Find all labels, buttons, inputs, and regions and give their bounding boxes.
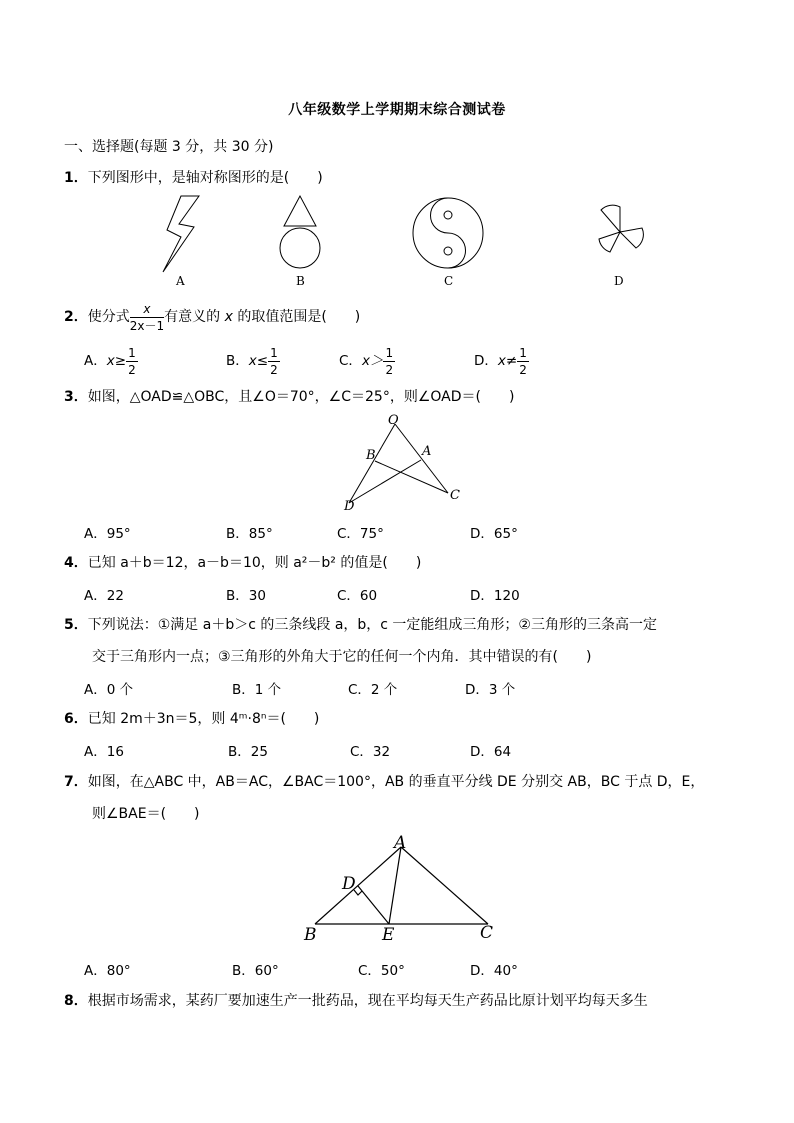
- point-label-c: C: [480, 923, 494, 943]
- question-7-line2: 则∠BAE＝( ): [92, 806, 200, 822]
- question-number: 6．: [64, 711, 88, 727]
- option-letter: C．: [339, 353, 362, 369]
- q4-option-b: B．30: [226, 588, 266, 604]
- question-text: 已知 a＋b＝12，a－b＝10，则 a²－b² 的值是( ): [87, 555, 422, 571]
- q4-option-c: C．60: [337, 588, 378, 604]
- fraction-denominator: 2: [385, 362, 394, 377]
- question-text-line1: 下列说法：①满足 a＋b＞c 的三条线段 a，b，c 一定能组成三角形；②三角形的三条高一定: [87, 617, 657, 633]
- question-text-line1: 如图，在△ABC 中，AB＝AC，∠BAC＝100°，AB 的垂直平分线 DE 分别交 AB，BC 于点 D，E，: [87, 774, 705, 790]
- pinwheel-figure: [599, 205, 643, 252]
- q3-figure: [335, 410, 470, 515]
- q6-option-a: A．16: [84, 744, 124, 760]
- question-text: 根据市场需求，某药厂要加速生产一批药品，现在平均每天生产药品比原计划平均每天多生: [87, 993, 648, 1009]
- option-relation: x≥: [106, 353, 127, 369]
- question-number: 3．: [64, 389, 88, 405]
- q7-figure: [298, 828, 508, 948]
- section-heading: 一、选择题(每题 3 分，共 30 分): [64, 139, 274, 155]
- lightning-bolt-figure: [163, 196, 199, 272]
- q4-option-d: D．120: [470, 588, 520, 604]
- option-fraction: [268, 347, 280, 376]
- fraction-numerator: 1: [519, 345, 527, 360]
- fraction: [130, 303, 164, 332]
- point-label-o: O: [388, 413, 399, 428]
- circle-figure: [280, 228, 320, 268]
- option-letter: B．: [226, 353, 249, 369]
- question-text-tail: 的取值范围是( ): [237, 309, 361, 325]
- point-label-c: C: [450, 488, 460, 503]
- question-8: [64, 990, 648, 1010]
- q2-option-d: [474, 344, 529, 378]
- page-title: 八年级数学上学期期末综合测试卷: [288, 102, 506, 118]
- point-label-d: D: [342, 874, 356, 894]
- q7-option-c: C．50°: [358, 963, 405, 979]
- fraction-denominator: 2x－1: [129, 318, 165, 333]
- question-1: [64, 167, 323, 187]
- fraction-numerator: x: [130, 303, 164, 318]
- point-label-a: A: [422, 444, 432, 459]
- question-number: 8．: [64, 993, 88, 1009]
- option-fraction: [126, 347, 138, 376]
- point-label-e: E: [382, 925, 395, 945]
- q7-option-d: D．40°: [470, 963, 518, 979]
- question-3: [64, 386, 514, 406]
- q1-figures: [140, 190, 660, 290]
- triangle-figure: [284, 196, 316, 226]
- q5-option-d: D．3 个: [465, 682, 516, 698]
- figure-label-c: C: [444, 274, 454, 288]
- question-5-line2: 交于三角形内一点；③三角形的外角大于它的任何一个内角．其中错误的有( ): [92, 649, 592, 665]
- q5-option-b: B．1 个: [232, 682, 282, 698]
- fraction-denominator: 2: [270, 362, 278, 377]
- q5-option-c: C．2 个: [348, 682, 398, 698]
- question-text-post: 有意义的: [164, 309, 221, 325]
- fraction-numerator: 1: [385, 345, 394, 360]
- fraction-numerator: 1: [128, 345, 136, 360]
- question-text: 已知 2m＋3n＝5，则 4ᵐ·8ⁿ＝( ): [87, 711, 320, 727]
- question-variable: x: [224, 309, 233, 325]
- q6-option-b: B．25: [228, 744, 268, 760]
- q6-option-d: D．64: [470, 744, 512, 760]
- fraction-denominator: 2: [128, 362, 136, 377]
- point-label-a: A: [394, 833, 407, 853]
- q2-option-b: [226, 344, 280, 378]
- question-number: 2．: [64, 309, 88, 325]
- question-number: 1．: [64, 170, 88, 186]
- question-6: [64, 708, 319, 728]
- figure-label-a: A: [176, 274, 185, 288]
- figure-label-b: B: [296, 274, 305, 288]
- q2-option-c: [339, 344, 395, 378]
- q7-option-b: B．60°: [232, 963, 279, 979]
- q3-option-c: C．75°: [337, 526, 384, 542]
- fraction-numerator: 1: [270, 345, 278, 360]
- question-7: [64, 771, 704, 791]
- option-fraction: [517, 347, 529, 376]
- option-relation: x≤: [248, 353, 269, 369]
- point-label-b: B: [304, 925, 317, 945]
- q3-option-b: B．85°: [226, 526, 273, 542]
- question-text: 下列图形中，是轴对称图形的是( ): [87, 170, 323, 186]
- q3-option-a: A．95°: [84, 526, 131, 542]
- option-letter: A．: [84, 353, 107, 369]
- point-label-d: D: [344, 499, 355, 514]
- question-number: 4．: [64, 555, 88, 571]
- question-2: [64, 300, 360, 334]
- question-number: 7．: [64, 774, 88, 790]
- fraction-denominator: 2: [519, 362, 527, 377]
- q3-option-d: D．65°: [470, 526, 518, 542]
- question-5: [64, 614, 657, 634]
- question-number: 5．: [64, 617, 88, 633]
- question-text: 如图，△OAD≌△OBC，且∠O＝70°，∠C＝25°，则∠OAD＝( ): [87, 389, 515, 405]
- q6-option-c: C．32: [350, 744, 391, 760]
- figure-label-d: D: [614, 274, 624, 288]
- q5-option-a: A．0 个: [84, 682, 134, 698]
- option-relation: x＞: [361, 353, 384, 369]
- option-letter: D．: [474, 353, 498, 369]
- q4-option-a: A．22: [84, 588, 124, 604]
- option-relation: x≠: [497, 353, 518, 369]
- question-4: [64, 552, 421, 572]
- question-text-pre: 使分式: [87, 309, 130, 325]
- point-label-b: B: [366, 448, 376, 463]
- q7-option-a: A．80°: [84, 963, 131, 979]
- q2-option-a: [84, 344, 138, 378]
- option-fraction: [383, 347, 395, 376]
